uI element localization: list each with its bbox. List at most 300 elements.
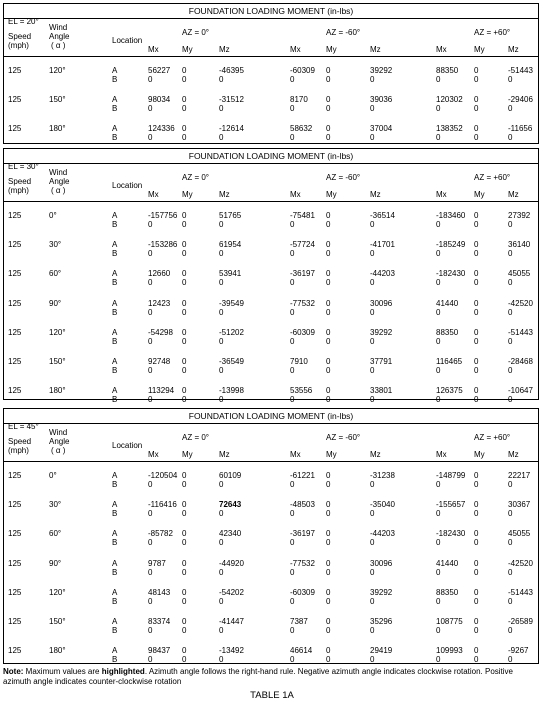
title-divider (4, 423, 538, 424)
elevation-label: EL = 30° (8, 162, 39, 171)
moment-value-b: 0 (436, 336, 441, 346)
moment-value-a: -13998 (219, 386, 244, 396)
moment-value-b: 0 (370, 538, 375, 548)
moment-subheader: Mx (148, 45, 159, 54)
moment-value-b: 0 (436, 104, 441, 114)
moment-value-b: 0 (436, 75, 441, 84)
moment-value-b: 0 (290, 596, 295, 606)
moment-value-b: 0 (219, 104, 224, 114)
moment-subheader: My (474, 450, 485, 459)
moment-value-a: 0 (474, 240, 479, 250)
moment-value-a: 98437 (148, 646, 171, 656)
moment-value-b: 0 (290, 104, 295, 114)
moment-value-b: 0 (326, 104, 331, 114)
speed-header: Speed (8, 437, 32, 446)
speed-cell: 125 (8, 240, 22, 250)
moment-value-b: 0 (508, 538, 513, 548)
moment-value-b: 0 (290, 278, 295, 288)
moment-value-a: 0 (326, 386, 331, 396)
moment-value-a: -182430 (436, 269, 466, 279)
moment-value-b: 0 (436, 538, 441, 548)
moment-value-b: 0 (148, 75, 153, 84)
moment-value-a: -182430 (436, 529, 466, 539)
moment-subheader: Mz (219, 45, 230, 54)
moment-value-b: 0 (148, 538, 153, 548)
speed-cell: 125 (8, 298, 22, 308)
moment-value-a: 0 (182, 327, 187, 337)
moment-value-a: 0 (326, 500, 331, 510)
moment-subheader: Mz (370, 45, 381, 54)
moment-value-a: 30096 (370, 558, 393, 568)
moment-table-el-2 (3, 408, 539, 664)
speed-cell: 125 (8, 471, 22, 480)
moment-value-a: 0 (326, 66, 331, 75)
moment-value-b: 0 (182, 307, 187, 317)
moment-value-a: 0 (474, 357, 479, 366)
moment-value-b: 0 (148, 249, 153, 259)
moment-value-a: 0 (326, 357, 331, 366)
moment-value-a: 124336 (148, 124, 175, 134)
moment-subheader: Mx (148, 190, 159, 199)
angle-header: Angle (49, 177, 70, 186)
speed-cell: 125 (8, 124, 22, 134)
moment-value-a: -51443 (508, 66, 533, 75)
moment-value-a: -36549 (219, 357, 244, 366)
moment-value-a: -42520 (508, 298, 533, 308)
moment-value-a: 109993 (436, 646, 463, 656)
moment-value-b: 0 (219, 395, 224, 405)
moment-value-a: 0 (474, 124, 479, 134)
moment-value-a: 9787 (148, 558, 166, 568)
location-b: B (112, 249, 118, 259)
moment-subheader: My (326, 190, 337, 199)
moment-value-a: -153286 (148, 240, 178, 250)
moment-value-b: 0 (474, 567, 479, 577)
moment-value-b: 0 (148, 655, 153, 665)
moment-value-a: 0 (182, 500, 187, 510)
location-b: B (112, 655, 118, 665)
moment-value-a: 56227 (148, 66, 171, 75)
moment-value-b: 0 (219, 596, 224, 606)
azimuth-header: AZ = -60° (326, 433, 361, 442)
moment-value-a: -61221 (290, 471, 315, 480)
moment-value-a: -157756 (148, 211, 178, 220)
moment-value-b: 0 (436, 133, 441, 143)
angle-unit-header: ( α ) (51, 446, 66, 455)
moment-value-a: 37791 (370, 357, 393, 366)
moment-value-a: 12660 (148, 269, 171, 279)
moment-value-b: 0 (370, 596, 375, 606)
note-highlight: highlighted (101, 667, 145, 676)
location-a: A (112, 240, 118, 250)
moment-value-b: 0 (326, 336, 331, 346)
moment-value-b: 0 (474, 596, 479, 606)
moment-value-b: 0 (370, 278, 375, 288)
moment-value-b: 0 (290, 249, 295, 259)
moment-value-a: -11656 (508, 124, 533, 134)
location-a: A (112, 66, 118, 75)
location-b: B (112, 596, 118, 606)
moment-value-b: 0 (508, 509, 513, 519)
moment-value-b: 0 (148, 480, 153, 489)
moment-value-a: -116416 (148, 500, 177, 510)
table-caption: TABLE 1A (250, 690, 294, 701)
moment-value-b: 0 (219, 480, 224, 489)
moment-value-a: 12423 (148, 298, 171, 308)
moment-value-b: 0 (182, 220, 187, 229)
moment-subheader: Mz (508, 450, 519, 459)
moment-value-b: 0 (326, 509, 331, 519)
location-b: B (112, 278, 118, 288)
moment-value-b: 0 (148, 596, 153, 606)
moment-value-a: 138352 (436, 124, 463, 134)
azimuth-header: AZ = -60° (326, 173, 361, 182)
moment-value-a: 0 (326, 269, 331, 279)
moment-value-b: 0 (370, 567, 375, 577)
angle-cell: 180° (49, 646, 66, 656)
moment-subheader: Mz (370, 190, 381, 199)
moment-value-a: -36514 (370, 211, 395, 220)
moment-value-b: 0 (148, 133, 153, 143)
moment-value-b: 0 (326, 395, 331, 405)
moment-value-a: 0 (182, 124, 187, 134)
speed-cell: 125 (8, 66, 22, 75)
moment-subheader: Mx (436, 45, 447, 54)
location-a: A (112, 587, 118, 597)
moment-value-a: 92748 (148, 357, 171, 366)
moment-value-a: 0 (326, 95, 331, 105)
moment-value-b: 0 (474, 220, 479, 229)
moment-value-b: 0 (436, 655, 441, 665)
note-prefix: Note: (3, 667, 24, 676)
moment-value-b: 0 (182, 75, 187, 84)
moment-subheader: My (182, 190, 193, 199)
moment-value-b: 0 (436, 278, 441, 288)
moment-value-b: 0 (326, 655, 331, 665)
moment-subheader: My (182, 45, 193, 54)
moment-value-b: 0 (508, 75, 513, 84)
moment-value-b: 0 (290, 366, 295, 375)
moment-value-a: -51443 (508, 327, 533, 337)
moment-value-b: 0 (436, 249, 441, 259)
angle-cell: 0° (49, 471, 57, 480)
moment-subheader: My (182, 450, 193, 459)
moment-value-b: 0 (182, 336, 187, 346)
moment-value-a: 29419 (370, 646, 393, 656)
moment-value-a: -41701 (370, 240, 395, 250)
moment-value-b: 0 (326, 307, 331, 317)
moment-value-a: -75481 (290, 211, 315, 220)
location-a: A (112, 357, 118, 366)
location-b: B (112, 395, 118, 405)
moment-value-b: 0 (474, 395, 479, 405)
moment-value-a: 0 (326, 471, 331, 480)
moment-value-b: 0 (370, 307, 375, 317)
location-a: A (112, 558, 118, 568)
moment-value-a: -57724 (290, 240, 315, 250)
moment-value-a: 126375 (436, 386, 463, 396)
moment-value-a: 53941 (219, 269, 242, 279)
moment-value-a: 0 (474, 529, 479, 539)
moment-value-b: 0 (474, 278, 479, 288)
moment-value-a: -44203 (370, 529, 395, 539)
moment-value-b: 0 (370, 133, 375, 143)
location-a: A (112, 327, 118, 337)
location-a: A (112, 529, 118, 539)
angle-unit-header: ( α ) (51, 186, 66, 195)
angle-cell: 120° (49, 587, 66, 597)
moment-value-b: 0 (508, 366, 513, 375)
moment-value-a: 8170 (290, 95, 308, 105)
moment-value-b: 0 (148, 220, 153, 229)
moment-value-b: 0 (326, 366, 331, 375)
moment-value-b: 0 (182, 366, 187, 375)
moment-value-b: 0 (148, 366, 153, 375)
moment-value-b: 0 (436, 626, 441, 635)
moment-value-a: 42340 (219, 529, 242, 539)
moment-subheader: My (326, 45, 337, 54)
azimuth-header: AZ = +60° (474, 173, 511, 182)
moment-value-b: 0 (436, 480, 441, 489)
location-a: A (112, 124, 118, 134)
azimuth-header: AZ = +60° (474, 433, 511, 442)
moment-value-a: 30096 (370, 298, 393, 308)
moment-value-b: 0 (182, 626, 187, 635)
moment-value-b: 0 (474, 75, 479, 84)
location-b: B (112, 336, 118, 346)
moment-value-a: -28468 (508, 357, 533, 366)
moment-subheader: Mx (290, 190, 301, 199)
moment-value-a: 37004 (370, 124, 393, 134)
location-a: A (112, 269, 118, 279)
moment-value-a: 72643 (219, 500, 242, 510)
angle-cell: 180° (49, 124, 66, 134)
moment-value-a: -39549 (219, 298, 244, 308)
moment-subheader: Mz (219, 190, 230, 199)
moment-value-b: 0 (370, 75, 375, 84)
moment-value-a: -42520 (508, 558, 533, 568)
moment-subheader: Mx (148, 450, 159, 459)
angle-header: Angle (49, 32, 70, 41)
moment-value-b: 0 (508, 220, 513, 229)
moment-value-a: 0 (474, 95, 479, 105)
moment-value-a: -60309 (290, 327, 315, 337)
moment-value-b: 0 (508, 278, 513, 288)
moment-value-a: 39036 (370, 95, 393, 105)
moment-value-a: -31512 (219, 95, 244, 105)
wind-label: Wind (49, 168, 68, 177)
angle-cell: 60° (49, 529, 62, 539)
moment-value-b: 0 (219, 626, 224, 635)
moment-value-b: 0 (182, 480, 187, 489)
moment-value-a: 33801 (370, 386, 393, 396)
moment-value-a: 36140 (508, 240, 531, 250)
moment-value-a: -35040 (370, 500, 395, 510)
speed-cell: 125 (8, 386, 22, 396)
moment-value-a: 0 (182, 211, 187, 220)
elevation-label: EL = 45° (8, 422, 39, 431)
moment-value-b: 0 (219, 75, 224, 84)
moment-value-a: 39292 (370, 66, 393, 75)
moment-value-a: 0 (474, 587, 479, 597)
moment-value-b: 0 (219, 133, 224, 143)
moment-value-b: 0 (182, 395, 187, 405)
moment-value-b: 0 (370, 336, 375, 346)
moment-value-a: 116465 (436, 357, 463, 366)
moment-value-b: 0 (508, 480, 513, 489)
moment-value-a: -29406 (508, 95, 533, 105)
moment-value-b: 0 (326, 538, 331, 548)
moment-subheader: My (326, 450, 337, 459)
moment-value-a: 98034 (148, 95, 171, 105)
moment-value-b: 0 (370, 104, 375, 114)
moment-value-a: 0 (182, 66, 187, 75)
moment-value-b: 0 (219, 655, 224, 665)
moment-value-b: 0 (474, 655, 479, 665)
moment-value-a: 0 (326, 211, 331, 220)
moment-value-b: 0 (474, 307, 479, 317)
moment-value-a: 0 (182, 587, 187, 597)
moment-value-a: 60109 (219, 471, 242, 480)
moment-value-b: 0 (436, 220, 441, 229)
moment-value-a: 0 (182, 646, 187, 656)
speed-cell: 125 (8, 646, 22, 656)
moment-value-a: 0 (474, 386, 479, 396)
speed-cell: 125 (8, 269, 22, 279)
moment-value-a: 0 (474, 558, 479, 568)
moment-value-b: 0 (290, 220, 295, 229)
moment-value-b: 0 (508, 626, 513, 635)
moment-value-b: 0 (436, 567, 441, 577)
moment-value-b: 0 (370, 626, 375, 635)
moment-value-b: 0 (474, 336, 479, 346)
location-a: A (112, 471, 118, 480)
moment-subheader: Mz (508, 45, 519, 54)
moment-value-a: 88350 (436, 587, 459, 597)
moment-value-a: 0 (474, 298, 479, 308)
moment-value-a: 0 (326, 327, 331, 337)
footnote (3, 667, 539, 686)
moment-value-b: 0 (474, 480, 479, 489)
moment-value-a: -41447 (219, 617, 244, 626)
note-text-2: . Azimuth angle follows the right-hand rule. Negative azimuth angle indicates clockwise rotation. Positive azimuth angle indicates counter-clockwise rotation (3, 667, 514, 686)
moment-value-b: 0 (182, 249, 187, 259)
moment-value-a: 7387 (290, 617, 308, 626)
moment-value-b: 0 (219, 220, 224, 229)
moment-value-a: 0 (182, 95, 187, 105)
header-divider (4, 461, 538, 462)
angle-cell: 150° (49, 95, 66, 105)
location-b: B (112, 220, 118, 229)
moment-value-b: 0 (326, 133, 331, 143)
moment-value-a: -36197 (290, 529, 315, 539)
moment-value-a: 0 (182, 471, 187, 480)
location-b: B (112, 366, 118, 375)
location-a: A (112, 646, 118, 656)
moment-value-a: 0 (182, 298, 187, 308)
moment-value-a: -48503 (290, 500, 315, 510)
moment-value-a: -13492 (219, 646, 244, 656)
table-title: FOUNDATION LOADING MOMENT (in-lbs) (188, 411, 354, 421)
moment-value-a: -85782 (148, 529, 173, 539)
moment-subheader: Mz (370, 450, 381, 459)
wind-label: Wind (49, 428, 68, 437)
moment-value-b: 0 (219, 509, 224, 519)
moment-value-a: 41440 (436, 558, 459, 568)
location-b: B (112, 75, 118, 84)
angle-cell: 120° (49, 327, 66, 337)
moment-value-b: 0 (182, 278, 187, 288)
moment-value-a: 0 (474, 327, 479, 337)
speed-unit-header: (mph) (8, 41, 29, 50)
moment-value-a: 88350 (436, 327, 459, 337)
moment-value-b: 0 (219, 249, 224, 259)
moment-value-a: -10647 (508, 386, 533, 396)
speed-cell: 125 (8, 558, 22, 568)
moment-value-b: 0 (182, 509, 187, 519)
moment-value-a: -36197 (290, 269, 315, 279)
moment-value-a: 0 (182, 617, 187, 626)
location-a: A (112, 617, 118, 626)
moment-value-b: 0 (326, 567, 331, 577)
moment-table-el-1 (3, 148, 539, 405)
moment-value-a: 0 (326, 587, 331, 597)
speed-cell: 125 (8, 500, 22, 510)
moment-value-a: -44920 (219, 558, 244, 568)
moment-value-b: 0 (148, 104, 153, 114)
moment-value-b: 0 (290, 626, 295, 635)
moment-value-b: 0 (474, 133, 479, 143)
moment-value-b: 0 (219, 336, 224, 346)
moment-value-a: -54202 (219, 587, 244, 597)
elevation-label: EL = 20° (8, 17, 39, 26)
moment-value-b: 0 (326, 626, 331, 635)
moment-subheader: Mz (219, 450, 230, 459)
moment-value-a: -26589 (508, 617, 533, 626)
moment-value-a: 0 (474, 617, 479, 626)
moment-subheader: Mz (508, 190, 519, 199)
moment-value-a: 0 (326, 529, 331, 539)
angle-cell: 150° (49, 617, 66, 626)
moment-value-a: 39292 (370, 587, 393, 597)
note-text-1: Maximum values are (23, 667, 102, 676)
moment-value-a: 0 (326, 558, 331, 568)
moment-value-b: 0 (474, 104, 479, 114)
location-a: A (112, 500, 118, 510)
speed-unit-header: (mph) (8, 186, 29, 195)
moment-value-b: 0 (182, 567, 187, 577)
moment-subheader: My (474, 45, 485, 54)
angle-cell: 150° (49, 357, 66, 366)
moment-value-a: 51765 (219, 211, 242, 220)
moment-value-a: -9267 (508, 646, 529, 656)
moment-value-b: 0 (148, 567, 153, 577)
moment-subheader: Mx (290, 450, 301, 459)
moment-subheader: Mx (436, 450, 447, 459)
moment-value-a: 0 (182, 357, 187, 366)
moment-value-b: 0 (290, 336, 295, 346)
moment-value-b: 0 (182, 655, 187, 665)
moment-value-b: 0 (148, 336, 153, 346)
moment-value-b: 0 (290, 480, 295, 489)
angle-cell: 0° (49, 211, 57, 220)
azimuth-header: AZ = 0° (182, 433, 209, 442)
moment-value-b: 0 (326, 596, 331, 606)
moment-value-a: 88350 (436, 66, 459, 75)
moment-value-b: 0 (474, 366, 479, 375)
moment-value-a: 120302 (436, 95, 463, 105)
moment-value-a: 41440 (436, 298, 459, 308)
